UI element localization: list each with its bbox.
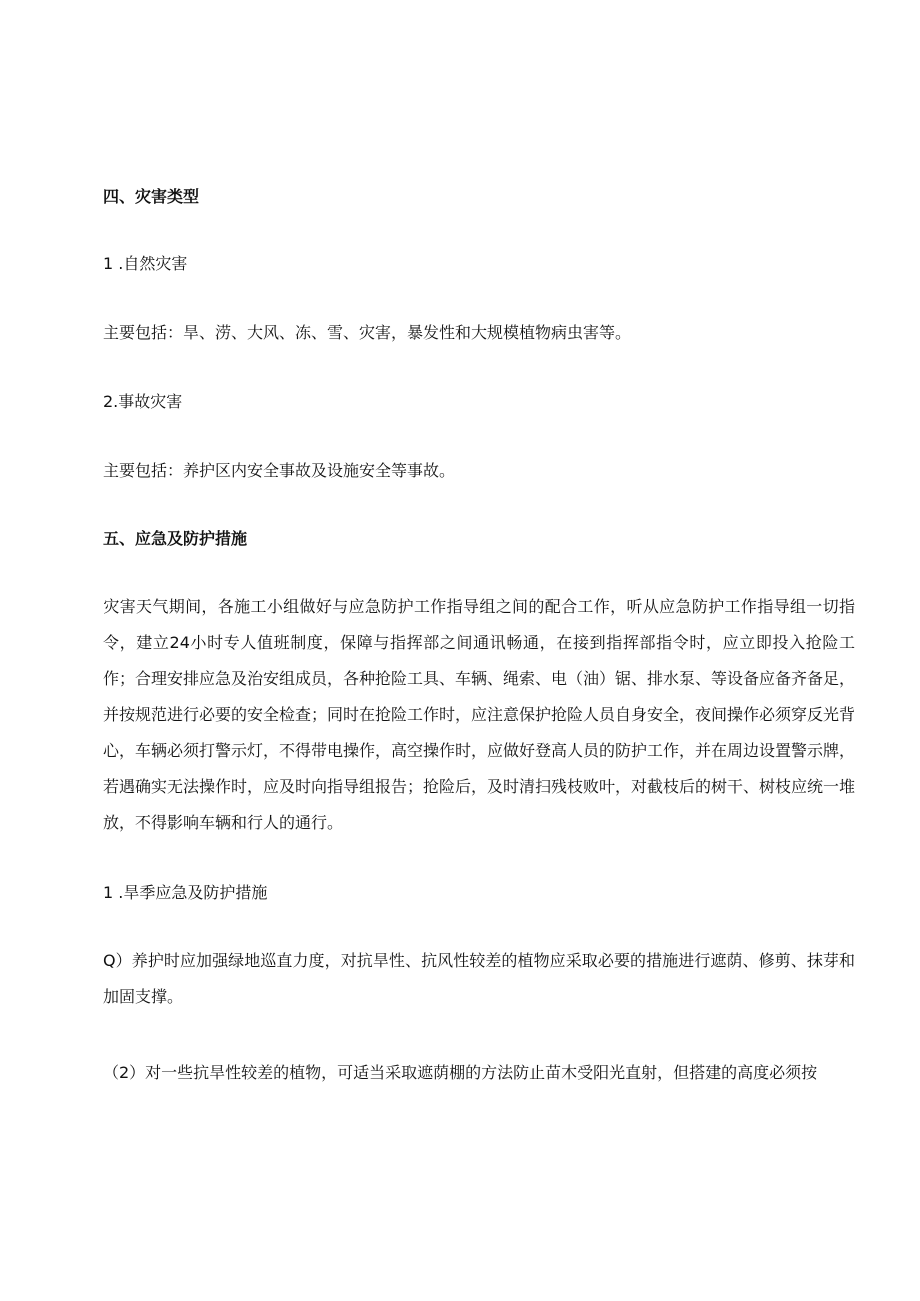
section-4-heading: 四、灾害类型 <box>103 187 200 206</box>
item-1-title: 1 .自然灾害 <box>103 254 188 273</box>
item-2-body: 主要包括：养护区内安全事故及设施安全等事故。 <box>103 461 456 480</box>
section-5-heading: 五、应急及防护措施 <box>103 529 248 548</box>
item-1-body: 主要包括：旱、涝、大风、冻、雪、灾害，暴发性和大规模植物病虫害等。 <box>103 323 632 342</box>
drought-item-1: Q）养护时应加强绿地巡直力度，对抗旱性、抗风性较差的植物应采取必要的措施进行遮荫、修剪、抹芽和加固支撑。 <box>103 951 855 1006</box>
drought-item-2: （2）对一些抗旱性较差的植物，可适当采取遮荫棚的方法防止苗木受阳光直射，但搭建的高度必须按 <box>103 1063 818 1082</box>
drought-title: 1 .旱季应急及防护措施 <box>103 883 268 902</box>
section-5-paragraph-text: 灾害天气期间，各施工小组做好与应急防护工作指导组之间的配合工作，听从应急防护工作指导组一切指令，建立24小时专人值班制度，保障与指挥部之间通讯畅通，在接到指挥部指令时，应立即投入抢险工作；合理安排应急及治安组成员，各种抢险工具、车辆、绳索、电（油）锯、排水泵、等设备应备齐备足，并按规范进行必要的安全检查；同时在抢险工作时，应注意保护抢险人员自身安全，夜间操作必须穿反光背心，车辆必须打警示灯，不得带电操作，高空操作时，应做好登高人员的防护工作，并在周边设置警示牌，若遇确实无法操作时，应及时向指导组报告；抢险后，及时清扫残枝败叶，对截枝后的树干、树枝应统一堆放，不得影响车辆和行人的通行。 <box>103 597 856 832</box>
section-5-paragraph <box>103 589 855 841</box>
item-2-title: 2.事故灾害 <box>103 392 183 411</box>
